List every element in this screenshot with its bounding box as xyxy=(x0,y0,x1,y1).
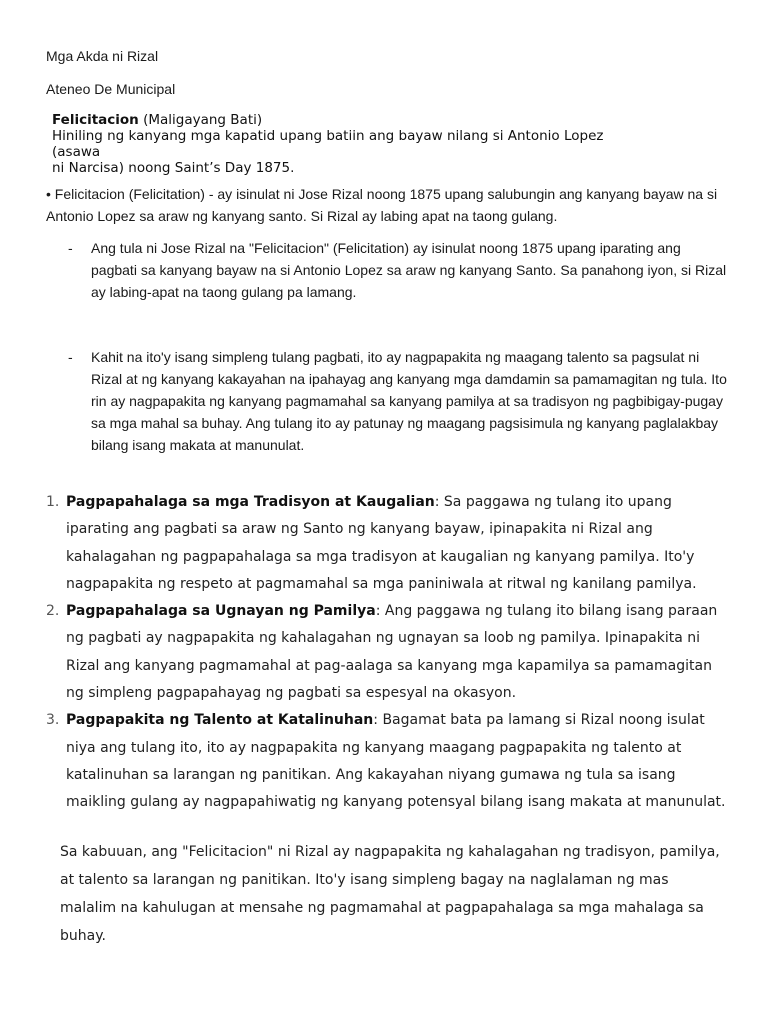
poem-title: Felicitacion xyxy=(52,112,139,128)
list-item-label: Pagpapahalaga sa Ugnayan ng Pamilya xyxy=(66,603,376,620)
list-number: 1. xyxy=(46,494,60,510)
list-item xyxy=(46,489,726,598)
poem-info-box xyxy=(52,112,652,176)
poem-subtitle: (Maligayang Bati) xyxy=(138,112,263,128)
poem-info-line-1: Hiniling ng kanyang mga kapatid upang batiin ang bayaw nilang si Antonio Lopez (asawa xyxy=(52,128,604,160)
poem-title-line xyxy=(52,112,652,128)
list-item-text: : Sa paggawa ng tulang ito upang iparating ang pagbati sa araw ng Santo ng kanyang bayaw, ipinapakita ni Rizal ang kahalagahan ng pagpapahalaga sa mga tradisyon at kaugalian ng kanyang pamilya. Ito'y nagpapakita ng respeto at pagmamahal sa mga paniniwala at ritwal ng kanilang pamilya. xyxy=(66,494,697,592)
summary-paragraph: Sa kabuuan, ang "Felicitacion" ni Rizal ay nagpapakita ng kahalagahan ng tradisyon, pamilya, at talento sa larangan ng panitikan. Ito'y isang simpleng bagay na naglalaman ng mas malalim na kahulugan at mensahe ng pagmamahal at pagpapahalaga sa mga mahalaga sa buhay. xyxy=(60,844,720,944)
list-item-text: : Bagamat bata pa lamang si Rizal noong isulat niya ang tulang ito, ito ay nagpapakita ng kanyang maagang pagpapakita ng talento at katalinuhan sa larangan ng panitikan. Ang kakayahan niyang gumawa ng tula sa isang maikling gulang ay nagpapahiwatig ng kanyang potensyal bilang isang makata at manunulat. xyxy=(66,712,726,811)
numbered-list xyxy=(46,489,726,817)
bullet-paragraph: • Felicitacion (Felicitation) - ay isinulat ni Jose Rizal noong 1875 upang salubungin ang kanyang bayaw na si Antonio Lopez sa araw ng kanyang santo. Si Rizal ay labing apat na taong gulang. xyxy=(46,186,718,224)
dash-item-text: Ang tula ni Jose Rizal na "Felicitacion" (Felicitation) ay isinulat noong 1875 upang iparating ang pagbati sa kanyang bayaw na si Antonio Lopez sa araw ng kanyang Santo. Sa panahong iyon, si Rizal ay labing-apat na taong gulang pa lamang. xyxy=(91,240,727,300)
section-heading: Ateneo De Municipal xyxy=(46,81,176,97)
list-number: 3. xyxy=(46,712,60,729)
dash-marker: - xyxy=(68,240,73,256)
list-number: 2. xyxy=(46,603,60,620)
dash-marker: - xyxy=(68,349,73,365)
list-item xyxy=(46,707,726,816)
list-item-text: : Ang paggawa ng tulang ito bilang isang paraan ng pagbati ay nagpapakita ng kahalagahan ng ugnayan sa loob ng pamilya. Ipinapakita ni Rizal ang kanyang pagmamahal at pag-aalaga sa kanyang mga kapamilya sa pamamagitan ng simpleng pagpapahayag ng pagbati sa espesyal na okasyon. xyxy=(66,603,718,702)
list-item-label: Pagpapakita ng Talento at Katalinuhan xyxy=(66,712,374,729)
list-item xyxy=(46,598,726,707)
poem-info-line-2: ni Narcisa) noong Saint’s Day 1875. xyxy=(52,160,295,176)
list-item-label: Pagpapahalaga sa mga Tradisyon at Kaugalian xyxy=(66,494,435,510)
dash-item-text: Kahit na ito'y isang simpleng tulang pagbati, ito ay nagpapakita ng maagang talento sa pagsulat ni Rizal at ng kanyang kakayahan na ipahayag ang kanyang mga damdamin sa pamamagitan ng tula. Ito rin ay nagpapakita ng kanyang pagmamahal sa kanyang pamilya at sa tradisyon ng pagbibigay-pugay sa mga mahal sa buhay. Ang tulang ito ay patunay ng maagang pagsisimula ng kanyang paglalakbay bilang isang makata at manunulat. xyxy=(91,349,727,453)
document-title: Mga Akda ni Rizal xyxy=(46,48,159,64)
